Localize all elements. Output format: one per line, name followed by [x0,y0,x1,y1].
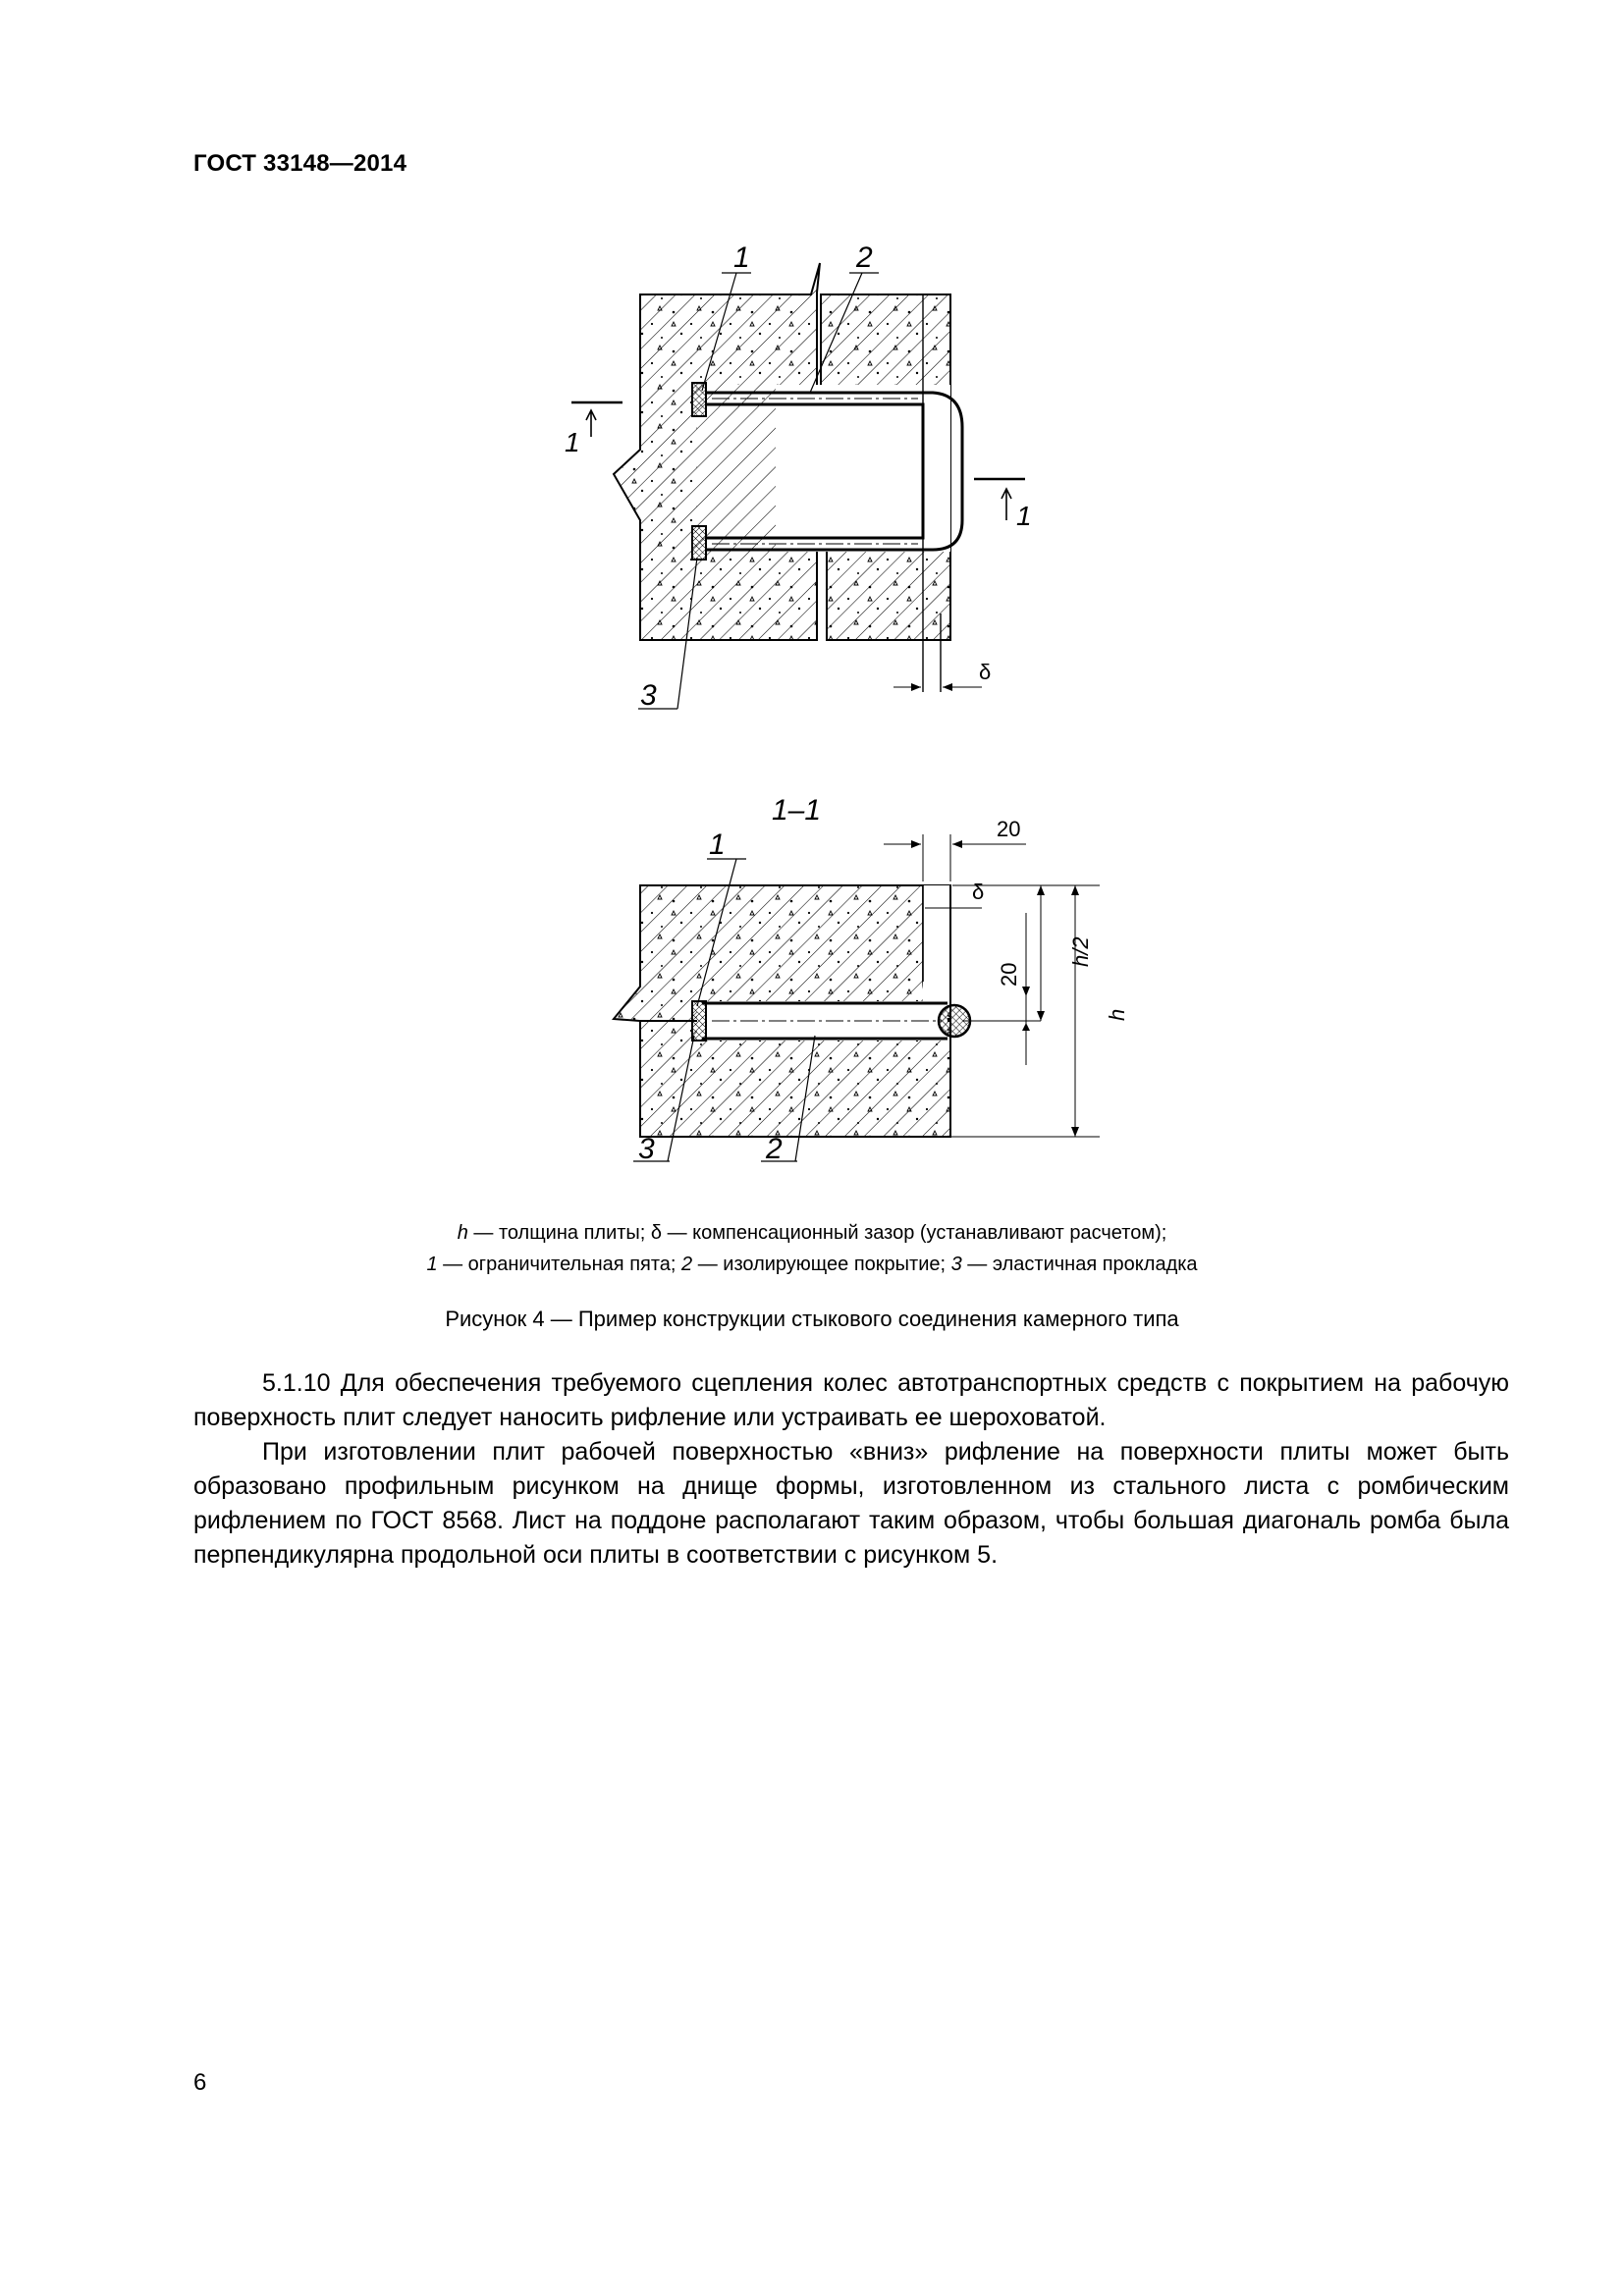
legend-num-1: 1 [426,1254,438,1275]
legend-text-h: — толщина плиты; [467,1222,651,1244]
plan-view [565,241,1032,712]
section-title: 1–1 [772,794,822,827]
legend-symbol-h: h [457,1222,468,1244]
paragraph-text: При изготовлении плит рабочей поверхностью «вниз» рифление на поверхности плиты может быть образовано профильным рисунком на днище формы, изготовленном из стального листа с ромбическим рифлением по ГОСТ 8568. Лист на поддоне располагают таким образом, чтобы большая диагональ ромба была перпендикулярна продольной оси плиты в соответствии с рисунком 5. [193,1438,1509,1569]
section-view [614,794,1129,1165]
section-elastic-pad [692,1001,706,1041]
dim-20-vertical: 20 [997,962,1021,987]
legend-num-2: 2 [681,1254,693,1275]
section-callout-2: 2 [766,1133,783,1165]
plan-delta-label: δ [979,660,992,684]
page-number: 6 [193,2069,207,2096]
dim-h-half: h/2 [1068,936,1093,967]
figure-4-joint-drawing [550,226,1129,1178]
section-mark-right: 1 [1016,501,1032,531]
plan-elastic-pad-top [692,383,706,416]
plan-callout-3: 3 [640,679,657,712]
legend-text-1: — ограничительная пята; [437,1254,682,1275]
paragraph-text: 5.1.10 Для обеспечения требуемого сцепления колес автотранспортных средств с покрытием на рабочую поверхность плит следует наносить рифление или устраивать ее шероховатой. [193,1369,1509,1431]
section-mark-left: 1 [565,427,580,457]
paragraph-manufacturing [193,1435,1509,1573]
figure-legend-line-1 [0,1217,1624,1249]
plan-callout-1: 1 [733,241,750,274]
figure-caption: Рисунок 4 — Пример конструкции стыкового соединения камерного типа [445,1307,1179,1331]
figure-legend-line-2 [0,1249,1624,1280]
section-callout-1: 1 [709,828,726,861]
plan-callout-2: 2 [856,241,873,274]
legend-text-delta: — компенсационный зазор (устанавливают расчетом); [662,1222,1167,1244]
dim-h: h [1105,1008,1129,1021]
dim-delta-label: δ [972,880,985,904]
paragraph-5-1-10 [193,1366,1509,1435]
legend-text-2: — изолирующее покрытие; [692,1254,951,1275]
legend-text-3: — эластичная прокладка [961,1254,1198,1275]
legend-symbol-delta: δ [650,1222,663,1244]
section-callout-3: 3 [638,1133,655,1165]
document-code-header: ГОСТ 33148—2014 [193,150,407,177]
dim-20-top: 20 [997,817,1021,841]
plan-elastic-pad-bottom [692,526,706,560]
legend-num-3: 3 [950,1254,962,1275]
